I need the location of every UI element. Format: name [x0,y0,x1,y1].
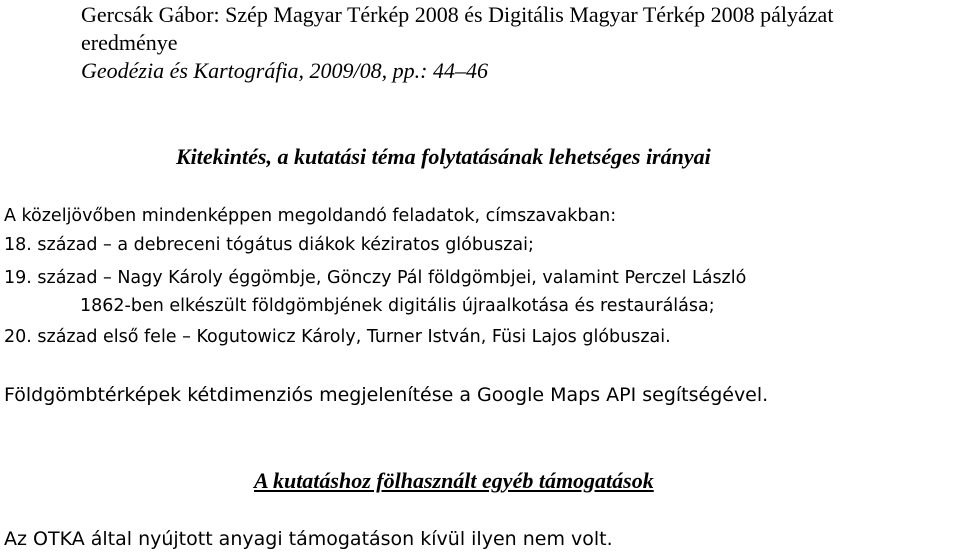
task-item-19th-century: 19. század – Nagy Károly éggömbje, Gönczy Pál földgömbjei, valamint Perczel László [4,268,747,288]
task-item-20th-century: 20. század első fele – Kogutowicz Károly, Turner István, Füsi Lajos glóbuszai. [4,327,671,347]
google-maps-line: Földgömbtérképek kétdimenziós megjelenítése a Google Maps API segítségével. [4,384,769,406]
section-heading-support: A kutatáshoz fölhasznált egyéb támogatások [254,468,654,493]
reference-title-line1: Gercsák Gábor: Szép Magyar Térkép 2008 és Digitális Magyar Térkép 2008 pályázat [81,2,834,27]
task-item-19th-century-cont: 1862-ben elkészült földgömbjének digitális újraalkotása és restaurálása; [80,296,715,316]
support-body: Az OTKA által nyújtott anyagi támogatáson kívül ilyen nem volt. [4,528,613,550]
section-heading-outlook: Kitekintés, a kutatási téma folytatásának lehetséges irányai [176,144,711,169]
task-item-18th-century: 18. század – a debreceni tógátus diákok kéziratos glóbuszai; [4,235,534,255]
tasks-intro: A közeljövőben mindenképpen megoldandó feladatok, címszavakban: [4,206,617,226]
reference-title-line2: eredménye [81,30,178,55]
reference-journal: Geodézia és Kartográfia, 2009/08, pp.: 44–46 [81,58,488,83]
